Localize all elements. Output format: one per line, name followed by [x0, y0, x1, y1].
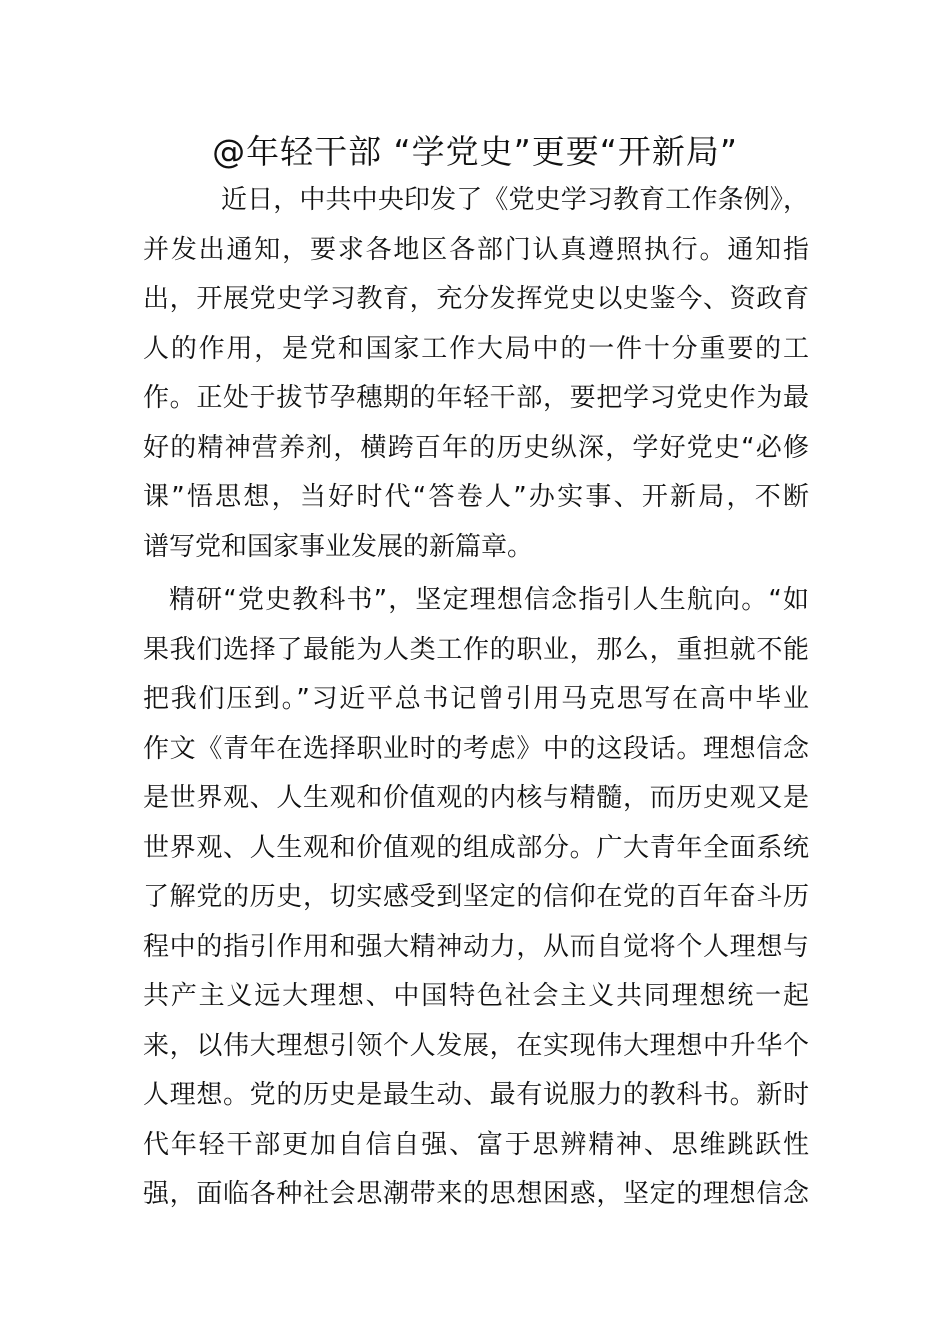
text-line: 人的作用，是党和国家工作大局中的一件十分重要的工	[143, 333, 809, 364]
text-line: 程中的指引作用和强大精神动力，从而自觉将个人理想与	[143, 931, 809, 962]
text-line: 人理想。党的历史是最生动、最有说服力的教科书。新时	[143, 1080, 809, 1110]
text-line: 把我们压到。”习近平总书记曾引用马克思写在高中毕业	[143, 684, 809, 714]
text-line: 了解党的历史，切实感受到坚定的信仰在党的百年奋斗历	[143, 882, 809, 912]
paragraph-2	[143, 576, 809, 1220]
text-line: 代年轻干部更加自信自强、富于思辨精神、思维跳跃性	[143, 1129, 809, 1160]
text-line: 好的精神营养剂，横跨百年的历史纵深，学好党史“必修	[143, 432, 809, 463]
text-line: 强，面临各种社会思潮带来的思想困惑，坚定的理想信念	[143, 1179, 809, 1209]
text-line: 世界观、人生观和价值观的组成部分。广大青年全面系统	[143, 832, 809, 863]
text-line: 出，开展党史学习教育，充分发挥党史以史鉴今、资政育	[143, 284, 809, 314]
document-body	[143, 176, 809, 1220]
text-line: 近日，中共中央印发了《党史学习教育工作条例》，	[221, 185, 809, 215]
text-line: 果我们选择了最能为人类工作的职业，那么，重担就不能	[143, 634, 809, 665]
text-line: 作。正处于拔节孕穗期的年轻干部，要把学习党史作为最	[143, 383, 809, 413]
text-line: 课”悟思想，当好时代“答卷人”办实事、开新局，不断	[143, 482, 809, 512]
text-line: 并发出通知，要求各地区各部门认真遵照执行。通知指	[143, 234, 809, 265]
document-title: @年轻干部 “学党史”更要“开新局”	[212, 132, 738, 171]
text-line: 共产主义远大理想、中国特色社会主义共同理想统一起	[143, 981, 809, 1011]
text-line: 精研“党史教科书”，坚定理想信念指引人生航向。“如	[169, 585, 809, 615]
text-line: 来，以伟大理想引领个人发展，在实现伟大理想中升华个	[143, 1030, 809, 1061]
paragraph-1	[143, 176, 809, 572]
text-line: 是世界观、人生观和价值观的内核与精髓，而历史观又是	[143, 783, 809, 813]
text-line: 谱写党和国家事业发展的新篇章。	[143, 531, 534, 562]
text-line: 作文《青年在选择职业时的考虑》中的这段话。理想信念	[143, 733, 809, 764]
